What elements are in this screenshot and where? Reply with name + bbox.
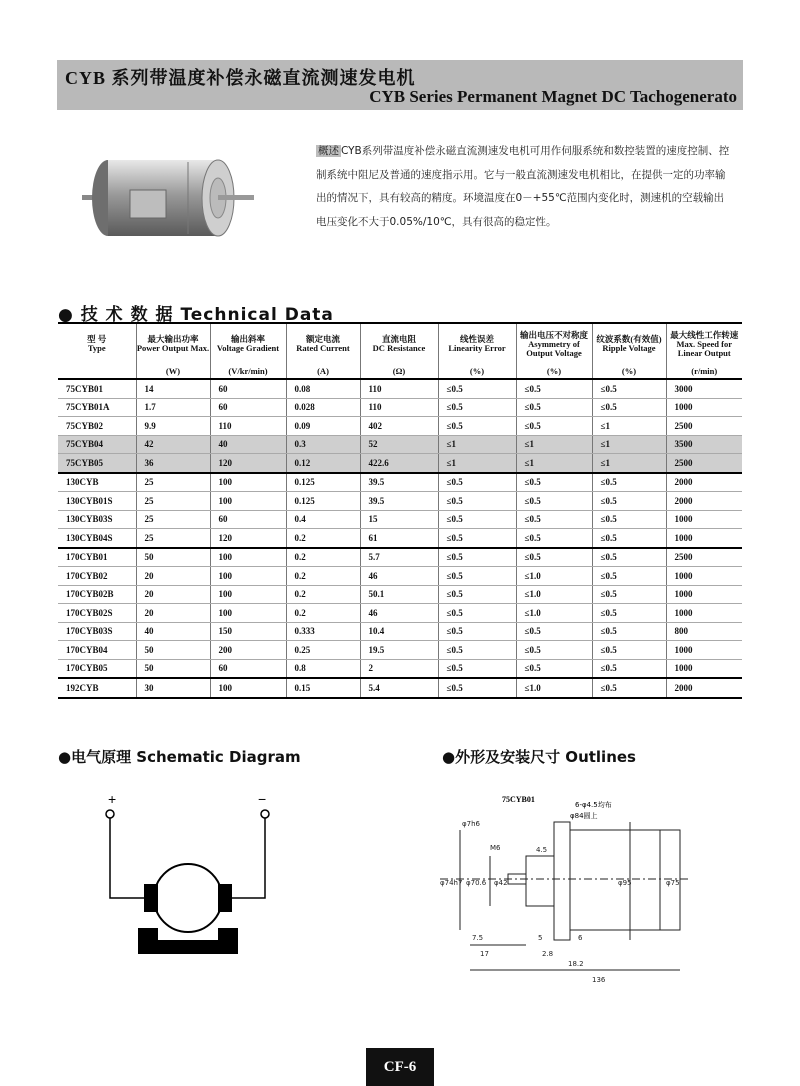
table-row — [58, 379, 742, 398]
table-cell: 0.4 — [286, 510, 360, 529]
table-cell: 40 — [210, 435, 286, 454]
table-cell: 25 — [136, 510, 210, 529]
table-cell: 46 — [360, 567, 438, 586]
brush-left — [144, 884, 158, 912]
table-cell: ≤0.5 — [438, 585, 516, 604]
unit-resistance: (Ω) — [360, 364, 438, 379]
table-cell: 36 — [136, 454, 210, 473]
table-cell: 2500 — [666, 417, 742, 436]
table-cell: 42 — [136, 435, 210, 454]
table-row — [58, 567, 742, 586]
schematic-diagram — [100, 790, 280, 990]
table-cell: 170CYB02B — [58, 585, 136, 604]
table-cell: 0.15 — [286, 678, 360, 698]
table-cell: ≤1 — [438, 454, 516, 473]
table-cell: 100 — [210, 678, 286, 698]
table-cell: 100 — [210, 492, 286, 511]
table-cell: 14 — [136, 379, 210, 398]
table-cell: 40 — [136, 622, 210, 641]
table-cell: 61 — [360, 529, 438, 548]
unit-power: (W) — [136, 364, 210, 379]
table-cell: 150 — [210, 622, 286, 641]
table-cell: 170CYB02 — [58, 567, 136, 586]
table-cell: ≤1.0 — [516, 604, 592, 623]
table-cell: 75CYB01A — [58, 398, 136, 417]
table-cell: ≤1 — [592, 417, 666, 436]
technical-data-table — [58, 322, 742, 699]
table-cell: 75CYB05 — [58, 454, 136, 473]
dim-label: φ95 — [618, 879, 632, 887]
table-cell: 110 — [360, 379, 438, 398]
table-cell: 75CYB04 — [58, 435, 136, 454]
armature — [154, 864, 222, 932]
bullet-icon: ● — [58, 305, 74, 325]
table-cell: 100 — [210, 585, 286, 604]
unit-asymmetry: (%) — [516, 364, 592, 379]
table-cell: 200 — [210, 641, 286, 660]
table-cell: ≤1 — [516, 435, 592, 454]
dim-label: 18.2 — [568, 960, 584, 968]
table-cell: ≤1 — [592, 454, 666, 473]
dim-label: φ75 — [666, 879, 680, 887]
col-linearity: 线性误差 Linearity Error — [438, 323, 516, 364]
table-row — [58, 641, 742, 660]
table-cell: ≤0.5 — [592, 678, 666, 698]
unit-type — [58, 364, 136, 379]
table-cell: 100 — [210, 604, 286, 623]
table-cell: 0.09 — [286, 417, 360, 436]
front-boss — [526, 856, 554, 906]
table-cell: 60 — [210, 379, 286, 398]
table-cell: ≤0.5 — [438, 604, 516, 623]
table-cell: 3500 — [666, 435, 742, 454]
table-cell: 402 — [360, 417, 438, 436]
table-cell: 800 — [666, 622, 742, 641]
table-cell: ≤0.5 — [438, 567, 516, 586]
table-cell: ≤0.5 — [438, 492, 516, 511]
table-cell: 100 — [210, 548, 286, 567]
table-cell: ≤0.5 — [438, 379, 516, 398]
table-cell: 0.028 — [286, 398, 360, 417]
table-cell: 130CYB01S — [58, 492, 136, 511]
table-cell: ≤0.5 — [516, 417, 592, 436]
plus-terminal-label: + — [108, 791, 117, 807]
table-cell: 75CYB02 — [58, 417, 136, 436]
table-cell: 170CYB02S — [58, 604, 136, 623]
table-cell: 130CYB03S — [58, 510, 136, 529]
title-bar — [57, 60, 743, 110]
table-cell: ≤0.5 — [438, 417, 516, 436]
table-row — [58, 548, 742, 567]
table-cell: ≤0.5 — [438, 473, 516, 492]
tachogenerator-photo — [78, 150, 258, 250]
table-cell: 170CYB04 — [58, 641, 136, 660]
table-cell: ≤0.5 — [592, 641, 666, 660]
title-chinese: CYB 系列带温度补偿永磁直流测速发电机 — [65, 68, 416, 88]
table-cell: ≤0.5 — [592, 473, 666, 492]
title-english: CYB Series Permanent Magnet DC Tachogenerato — [369, 87, 737, 106]
outline-drawing — [430, 790, 730, 990]
table-cell: ≤0.5 — [592, 622, 666, 641]
table-cell: ≤1 — [438, 435, 516, 454]
table-cell: 2000 — [666, 678, 742, 698]
unit-linearity: (%) — [438, 364, 516, 379]
table-row — [58, 398, 742, 417]
hole-note-2: φ84圆上 — [570, 812, 598, 820]
table-cell: ≤0.5 — [516, 641, 592, 660]
table-cell: 2 — [360, 659, 438, 678]
unit-speed: (r/min) — [666, 364, 742, 379]
minus-terminal-label: − — [258, 791, 267, 807]
table-cell: 0.333 — [286, 622, 360, 641]
table-cell: ≤0.5 — [438, 398, 516, 417]
table-cell: 25 — [136, 492, 210, 511]
outline-model: 75CYB01 — [502, 795, 535, 804]
dim-label: 17 — [480, 950, 489, 958]
technical-data-rows — [58, 379, 742, 698]
table-cell: ≤0.5 — [516, 510, 592, 529]
table-cell: ≤0.5 — [516, 492, 592, 511]
table-cell: 19.5 — [360, 641, 438, 660]
table-cell: 2500 — [666, 548, 742, 567]
table-cell: 39.5 — [360, 473, 438, 492]
table-cell: 110 — [360, 398, 438, 417]
table-cell: ≤0.5 — [592, 604, 666, 623]
plus-terminal — [106, 810, 114, 818]
col-resistance: 直流电阻 DC Resistance — [360, 323, 438, 364]
table-cell: 100 — [210, 567, 286, 586]
col-power: 最大输出功率 Power Output Max. — [136, 323, 210, 364]
table-row — [58, 529, 742, 548]
table-cell: ≤0.5 — [516, 379, 592, 398]
table-cell: 75CYB01 — [58, 379, 136, 398]
table-cell: ≤0.5 — [592, 529, 666, 548]
table-cell: 192CYB — [58, 678, 136, 698]
table-cell: 0.125 — [286, 492, 360, 511]
table-cell: 10.4 — [360, 622, 438, 641]
dim-label: φ70.6 — [466, 879, 487, 887]
table-cell: 0.3 — [286, 435, 360, 454]
col-ripple: 纹波系数(有效值) Ripple Voltage — [592, 323, 666, 364]
table-cell: 46 — [360, 604, 438, 623]
dim-label: 7.5 — [472, 934, 484, 942]
table-cell: ≤1.0 — [516, 567, 592, 586]
table-row — [58, 454, 742, 473]
table-cell: ≤0.5 — [438, 659, 516, 678]
table-row — [58, 510, 742, 529]
table-cell: 422.6 — [360, 454, 438, 473]
mounting-flange — [554, 822, 570, 940]
table-cell: 30 — [136, 678, 210, 698]
table-cell: 2500 — [666, 454, 742, 473]
overview-tag: 概述 — [318, 145, 339, 157]
table-cell: ≤0.5 — [592, 510, 666, 529]
table-cell: ≤0.5 — [438, 641, 516, 660]
table-cell: ≤0.5 — [516, 398, 592, 417]
schematic-title: ●电气原理 Schematic Diagram — [58, 748, 301, 766]
dim-label: 5 — [538, 934, 543, 942]
table-cell: 9.9 — [136, 417, 210, 436]
table-cell: ≤0.5 — [592, 567, 666, 586]
table-cell: ≤1 — [516, 454, 592, 473]
table-cell: 2000 — [666, 473, 742, 492]
outlines-title: ●外形及安装尺寸 Outlines — [442, 748, 636, 766]
table-cell: ≤0.5 — [592, 548, 666, 567]
table-cell: ≤0.5 — [438, 529, 516, 548]
table-cell: ≤0.5 — [592, 659, 666, 678]
col-asymmetry: 输出电压不对称度 Asymmetry of Output Voltage — [516, 323, 592, 364]
table-row — [58, 659, 742, 678]
table-cell: 1000 — [666, 585, 742, 604]
technical-data-label: 技 术 数 据 Technical Data — [80, 305, 334, 325]
col-current: 额定电流 Rated Current — [286, 323, 360, 364]
page-number: CF-6 — [366, 1048, 434, 1086]
table-cell: ≤0.5 — [592, 492, 666, 511]
table-cell: 1000 — [666, 398, 742, 417]
table-row — [58, 585, 742, 604]
table-cell: 0.12 — [286, 454, 360, 473]
table-cell: 60 — [210, 510, 286, 529]
table-cell: 5.7 — [360, 548, 438, 567]
col-type: 型 号 Type — [58, 323, 136, 364]
table-cell: 20 — [136, 567, 210, 586]
hole-note-1: 6-φ4.5均布 — [575, 801, 612, 809]
table-cell: ≤0.5 — [516, 622, 592, 641]
table-row — [58, 473, 742, 492]
table-cell: ≤1.0 — [516, 678, 592, 698]
table-cell: 25 — [136, 529, 210, 548]
table-cell: 1000 — [666, 604, 742, 623]
table-cell: 39.5 — [360, 492, 438, 511]
table-cell: 3000 — [666, 379, 742, 398]
table-cell: 1000 — [666, 529, 742, 548]
table-cell: 0.2 — [286, 548, 360, 567]
wire-left — [110, 818, 148, 898]
table-cell: 20 — [136, 585, 210, 604]
table-row — [58, 417, 742, 436]
table-cell: 15 — [360, 510, 438, 529]
table-cell: 0.2 — [286, 604, 360, 623]
table-cell: 0.25 — [286, 641, 360, 660]
table-cell: 1000 — [666, 641, 742, 660]
table-cell: 1000 — [666, 510, 742, 529]
table-cell: 60 — [210, 659, 286, 678]
wire-right — [228, 818, 265, 898]
table-row — [58, 604, 742, 623]
dim-label: φ74h7 — [440, 879, 463, 887]
table-cell: 60 — [210, 398, 286, 417]
dim-label: 2.8 — [542, 950, 554, 958]
table-cell: ≤0.5 — [516, 659, 592, 678]
minus-terminal — [261, 810, 269, 818]
dim-label: φ7h6 — [462, 820, 480, 828]
table-cell: 20 — [136, 604, 210, 623]
overview — [316, 140, 734, 234]
dim-label: φ42 — [494, 879, 508, 887]
table-cell: ≤0.5 — [438, 548, 516, 567]
table-cell: 110 — [210, 417, 286, 436]
table-cell: ≤0.5 — [516, 529, 592, 548]
table-cell: ≤0.5 — [592, 379, 666, 398]
col-gradient: 输出斜率 Voltage Gradient — [210, 323, 286, 364]
table-cell: 0.8 — [286, 659, 360, 678]
table-cell: 170CYB05 — [58, 659, 136, 678]
dim-label: 6 — [578, 934, 583, 942]
unit-ripple: (%) — [592, 364, 666, 379]
overview-text: CYB系列带温度补偿永磁直流测速发电机可用作伺服系统和数控装置的速度控制、控制系统中阻尼及普通的速度指示用。它与一般直流测速发电机相比，在提供一定的功率输出的情况下，具有较高的精度。环境温度在0－+55℃范围内变化时，测速机的空载输出电压变化不大于0.05%/10℃，具有很高的稳定性。 — [316, 145, 730, 228]
table-cell: 100 — [210, 473, 286, 492]
table-cell: 130CYB — [58, 473, 136, 492]
table-cell: ≤0.5 — [516, 548, 592, 567]
unit-gradient: (V/kr/min) — [210, 364, 286, 379]
dim-label: 4.5 — [536, 846, 548, 854]
table-cell: 52 — [360, 435, 438, 454]
table-cell: 0.125 — [286, 473, 360, 492]
table-cell: 1000 — [666, 659, 742, 678]
table-cell: 0.08 — [286, 379, 360, 398]
col-speed: 最大线性工作转速 Max. Speed for Linear Output — [666, 323, 742, 364]
table-cell: 0.2 — [286, 567, 360, 586]
table-cell: 170CYB01 — [58, 548, 136, 567]
table-cell: 5.4 — [360, 678, 438, 698]
unit-current: (A) — [286, 364, 360, 379]
table-cell: 170CYB03S — [58, 622, 136, 641]
table-cell: 1.7 — [136, 398, 210, 417]
table-cell: ≤0.5 — [516, 473, 592, 492]
table-cell: ≤1.0 — [516, 585, 592, 604]
table-cell: ≤0.5 — [592, 585, 666, 604]
table-cell: 1000 — [666, 567, 742, 586]
brush-right — [218, 884, 232, 912]
table-cell: ≤0.5 — [438, 622, 516, 641]
table-cell: 50 — [136, 548, 210, 567]
table-cell: 50.1 — [360, 585, 438, 604]
table-cell: 50 — [136, 659, 210, 678]
table-cell: 0.2 — [286, 529, 360, 548]
table-cell: 25 — [136, 473, 210, 492]
table-row — [58, 435, 742, 454]
table-cell: 0.2 — [286, 585, 360, 604]
table-cell: 120 — [210, 529, 286, 548]
table-cell: 130CYB04S — [58, 529, 136, 548]
table-cell: 2000 — [666, 492, 742, 511]
table-cell: ≤0.5 — [438, 510, 516, 529]
table-cell: 120 — [210, 454, 286, 473]
table-cell: ≤0.5 — [592, 398, 666, 417]
table-row — [58, 492, 742, 511]
table-cell: ≤1 — [592, 435, 666, 454]
table-cell: 50 — [136, 641, 210, 660]
table-cell: ≤0.5 — [438, 678, 516, 698]
dim-label: M6 — [490, 844, 501, 852]
table-row — [58, 678, 742, 698]
dim-label: 136 — [592, 976, 606, 984]
table-row — [58, 622, 742, 641]
